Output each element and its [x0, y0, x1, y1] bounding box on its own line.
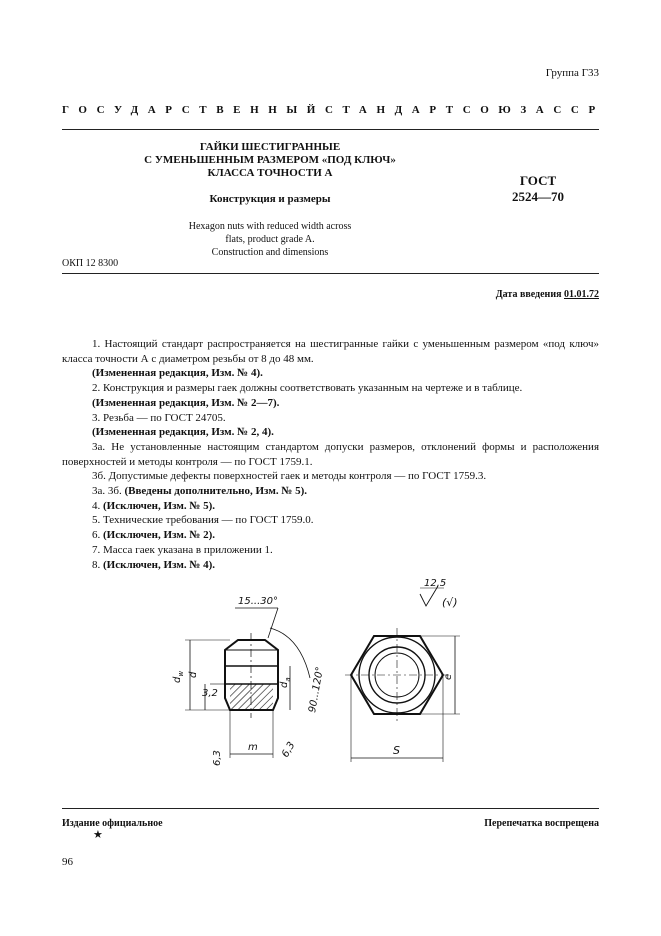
dim-63-right-label: 6,3 — [280, 740, 298, 760]
star-icon: ★ — [93, 829, 103, 841]
chamfer-angle-label: 15...30° — [238, 596, 278, 607]
paragraph: 5. Технические требования — по ГОСТ 1759.0. — [92, 514, 314, 527]
group-code: Группа Г33 — [545, 67, 599, 79]
roughness-value: 12,5 — [424, 578, 447, 589]
header-rule — [62, 129, 599, 130]
thread-section-hatch — [230, 684, 273, 710]
paragraph: 3б. Допустимые дефекты поверхностей гаек и методы контроля — по ГОСТ 1759.3. — [92, 470, 487, 483]
banner-word-3: СОЮЗА — [462, 104, 554, 116]
gost-number: 2524—70 — [512, 189, 564, 204]
english-line-3: Construction and dimensions — [211, 247, 329, 258]
leader-line — [268, 608, 278, 638]
paragraph: (Измененная редакция, Изм. № 2—7). — [92, 396, 280, 409]
paragraph: (Измененная редакция, Изм. № 4). — [92, 367, 263, 380]
banner-word-1: ГОСУДАРСТВЕННЫЙ — [62, 104, 325, 116]
title-line-3: КЛАССА ТОЧНОСТИ А — [207, 167, 333, 179]
nut-drawing — [150, 578, 480, 773]
roughness-symbol — [420, 586, 438, 606]
nut-side-view — [172, 596, 326, 766]
nut-top-view — [345, 578, 460, 762]
page-number: 96 — [62, 856, 73, 868]
s-label: S — [393, 744, 400, 757]
reprint-prohibited: Перепечатка воспрещена — [484, 818, 599, 829]
date-value: 01.01.72 — [564, 289, 599, 300]
okp-code: ОКП 12 8300 — [62, 258, 119, 269]
paragraph: 7. Масса гаек указана в приложении 1. — [92, 543, 273, 556]
title-line-2: С УМЕНЬШЕННЫМ РАЗМЕРОМ «ПОД КЛЮЧ» — [144, 154, 396, 166]
banner-word-2: СТАНДАРТ — [324, 104, 463, 116]
standard-banner — [62, 104, 605, 116]
roughness-bracket: (√) — [442, 596, 458, 609]
document-title — [100, 141, 440, 180]
gost-designation — [478, 173, 598, 205]
dim-63-left-label: 6,3 — [212, 750, 223, 766]
paragraph: 6. (Исключен, Изм. № 2). — [92, 529, 216, 542]
e-label: e — [443, 673, 454, 680]
angle-90-120-label: 90...120° — [307, 665, 327, 714]
banner-word-4: ССР — [553, 104, 605, 116]
m-label: m — [248, 742, 258, 753]
title-line-1: ГАЙКИ ШЕСТИГРАННЫЕ — [199, 141, 341, 153]
footer-rule — [62, 808, 599, 809]
date-label: Дата введения — [495, 289, 562, 300]
dw-label: $d_w$ — [172, 670, 185, 683]
d-label: d — [188, 671, 199, 678]
paragraph: 3а. 3б. (Введены дополнительно, Изм. № 5). — [92, 485, 308, 498]
body-text — [62, 337, 599, 572]
paragraph: 3. Резьба — по ГОСТ 24705. — [92, 411, 226, 424]
effective-date — [496, 289, 599, 300]
paragraph: 1. Настоящий стандарт распространяется на шестигранные гайки с уменьшенным размером «под ключ» класса точности А с диаметром резьбы от 8 до 48 мм. — [62, 338, 599, 365]
english-line-2: flats, product grade A. — [225, 234, 315, 245]
title-rule — [62, 273, 599, 274]
dim-32-label: 3,2 — [202, 688, 218, 699]
paragraph: 8. (Исключен, Изм. № 4). — [92, 558, 216, 571]
paragraph: (Измененная редакция, Изм. № 2, 4). — [92, 426, 274, 439]
document-subtitle: Конструкция и размеры — [209, 193, 331, 205]
official-edition: Издание официальное — [62, 818, 163, 829]
paragraph: 2. Конструкция и размеры гаек должны соответствовать указанным на чертеже и в таблице. — [92, 382, 523, 395]
english-line-1: Hexagon nuts with reduced width across — [188, 221, 352, 232]
english-title — [120, 220, 420, 259]
da-label: $d_a$ — [279, 677, 292, 688]
gost-label: ГОСТ — [519, 173, 557, 188]
paragraph: 4. (Исключен, Изм. № 5). — [92, 499, 216, 512]
paragraph: 3а. Не установленные настоящим стандартом допуски размеров, отклонений формы и расположения поверхностей и методы контроля — по ГОСТ 1759.1. — [62, 440, 599, 468]
